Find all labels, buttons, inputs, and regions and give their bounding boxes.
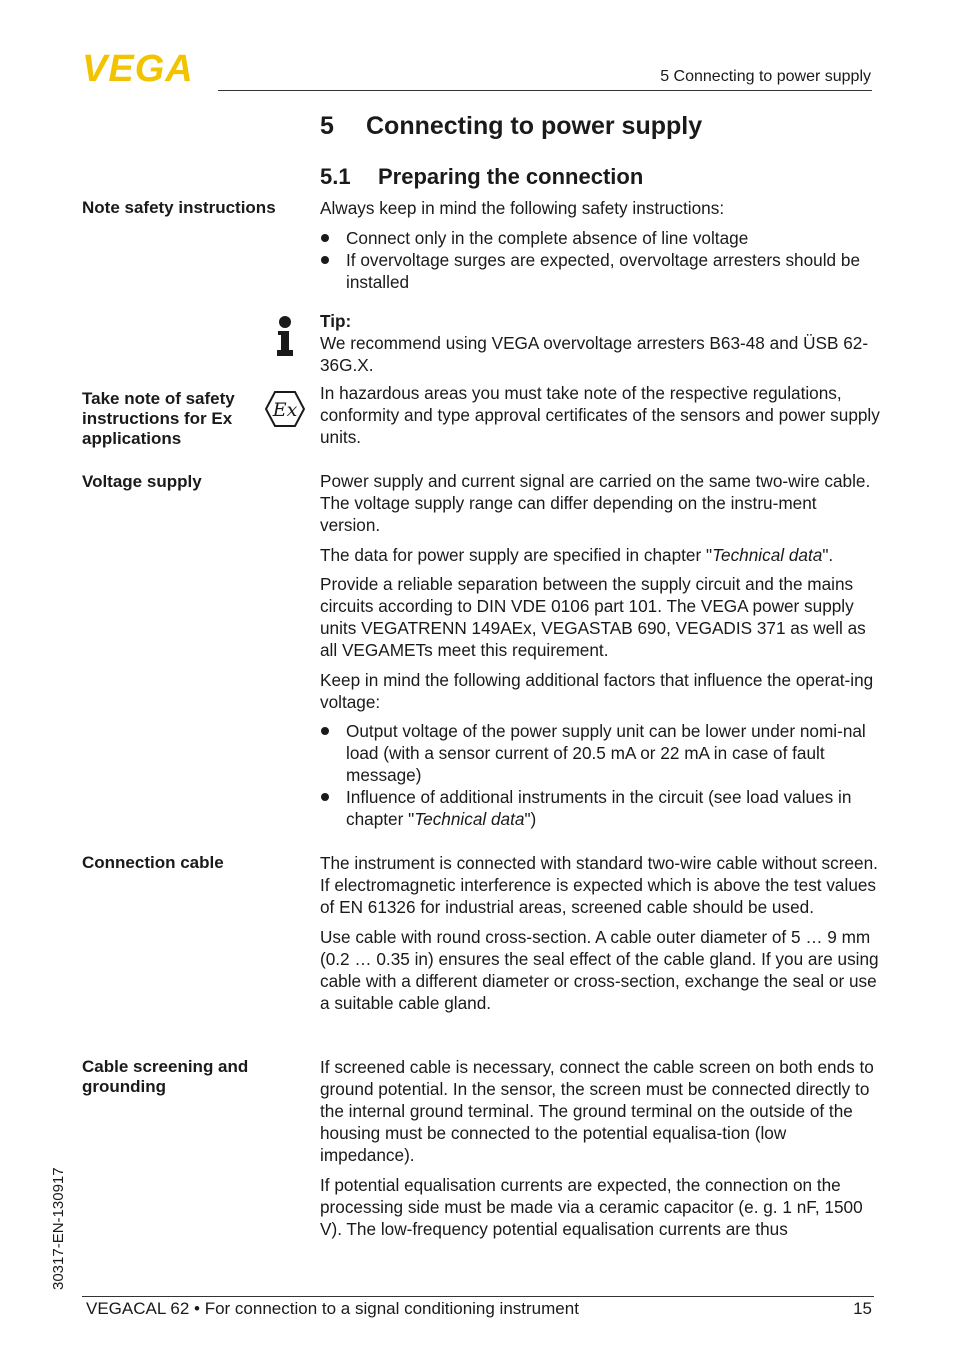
document-id: 30317-EN-130917 bbox=[50, 1167, 67, 1290]
vega-logo bbox=[82, 50, 212, 84]
list-item: Influence of additional instruments in the circuit (see load values in chapter "Technical data") bbox=[320, 786, 880, 830]
header-divider bbox=[218, 90, 872, 91]
footer-text: VEGACAL 62 • For connection to a signal conditioning instrument bbox=[86, 1299, 579, 1318]
voltage-list bbox=[320, 720, 880, 830]
safety-list bbox=[320, 227, 880, 293]
ex-hazard-icon bbox=[264, 390, 306, 428]
side-label-voltage: Voltage supply bbox=[82, 472, 202, 491]
side-label-screening: Cable screening and grounding bbox=[82, 1057, 249, 1096]
list-item: If overvoltage surges are expected, overvoltage arresters should be installed bbox=[320, 249, 880, 293]
side-label-cable: Connection cable bbox=[82, 853, 224, 872]
side-label-ex: Take note of safety instructions for Ex applications bbox=[82, 389, 235, 448]
list-item: Connect only in the complete absence of line voltage bbox=[320, 227, 880, 249]
cable-block: The instrument is connected with standard two-wire cable without screen. If electromagnetic interference is expected which is above the test values of EN 61326 for industrial areas, screened cable should be used. Use cable with round cross-section. A cable outer diameter of 5 … 9 mm (0.2 … 0.35 in) ensures the seal effect of the cable gland. If you are using cable with a different diameter or cross-section, exchange the seal or use a suitable cable gland. bbox=[320, 853, 879, 1013]
footer-divider bbox=[82, 1296, 874, 1297]
screening-block: If screened cable is necessary, connect the cable screen on both ends to ground potential. In the sensor, the screen must be connected directly to the internal ground terminal. The ground terminal on the outside of the housing must be connected to the potential equalisa-tion (low impedance). If potential equalisation currents are expected, the connection on the processing side must be made via a ceramic capacitor (e. g. 1 nF, 1500 V). The low-frequency potential equalisation currents are thus bbox=[320, 1057, 874, 1239]
section-title: 5.1 Preparing the connection bbox=[320, 164, 644, 189]
side-label-safety: Note safety instructions bbox=[82, 198, 276, 217]
running-header: 5 Connecting to power supply bbox=[660, 68, 871, 85]
list-item: Output voltage of the power supply unit can be lower under nomi-nal load (with a sensor current of 20.5 mA or 22 mA in case of fault message) bbox=[320, 720, 880, 786]
chapter-title: 5 Connecting to power supply bbox=[320, 112, 703, 140]
voltage-block: Power supply and current signal are carried on the same two-wire cable. The voltage supply range can differ depending on the instru-ment version. The data for power supply are specified in chapter "Technical data". Provide a reliable separation between the supply circuit and the mains circuits according to DIN VDE 0106 part 101. The VEGA power supply units VEGATRENN 149AEx, VEGASTAB 690, VEGADIS 371 as well as all VEGAMETs meet this requirement. Keep in mind the following additional factors that influence the operat-ing voltage: Output voltage of the power supply unit can be lower under nomi-nal load (with a sensor current of 20.5 mA or 22 mA in case of fault message) Influence of additional instruments in the circuit (see load values in chapter "Technical data") bbox=[320, 470, 880, 830]
safety-block: Always keep in mind the following safety instructions: Connect only in the complete absence of line voltage If overvoltage surges are expected, overvoltage arresters should be installed bbox=[320, 197, 880, 293]
tip-text: We recommend using VEGA overvoltage arresters B63-48 and ÜSB 62-36G.X. bbox=[320, 333, 869, 375]
tip-block bbox=[320, 310, 880, 376]
tip-title: Tip: bbox=[320, 311, 352, 331]
svg-text:Ex: Ex bbox=[272, 399, 298, 421]
svg-text:VEGA: VEGA bbox=[82, 50, 194, 84]
info-icon bbox=[275, 316, 295, 358]
ex-text: In hazardous areas you must take note of the respective regulations, conformity and type approval certificates of the sensors and power supply units. bbox=[320, 383, 880, 447]
page-number: 15 bbox=[853, 1299, 872, 1318]
